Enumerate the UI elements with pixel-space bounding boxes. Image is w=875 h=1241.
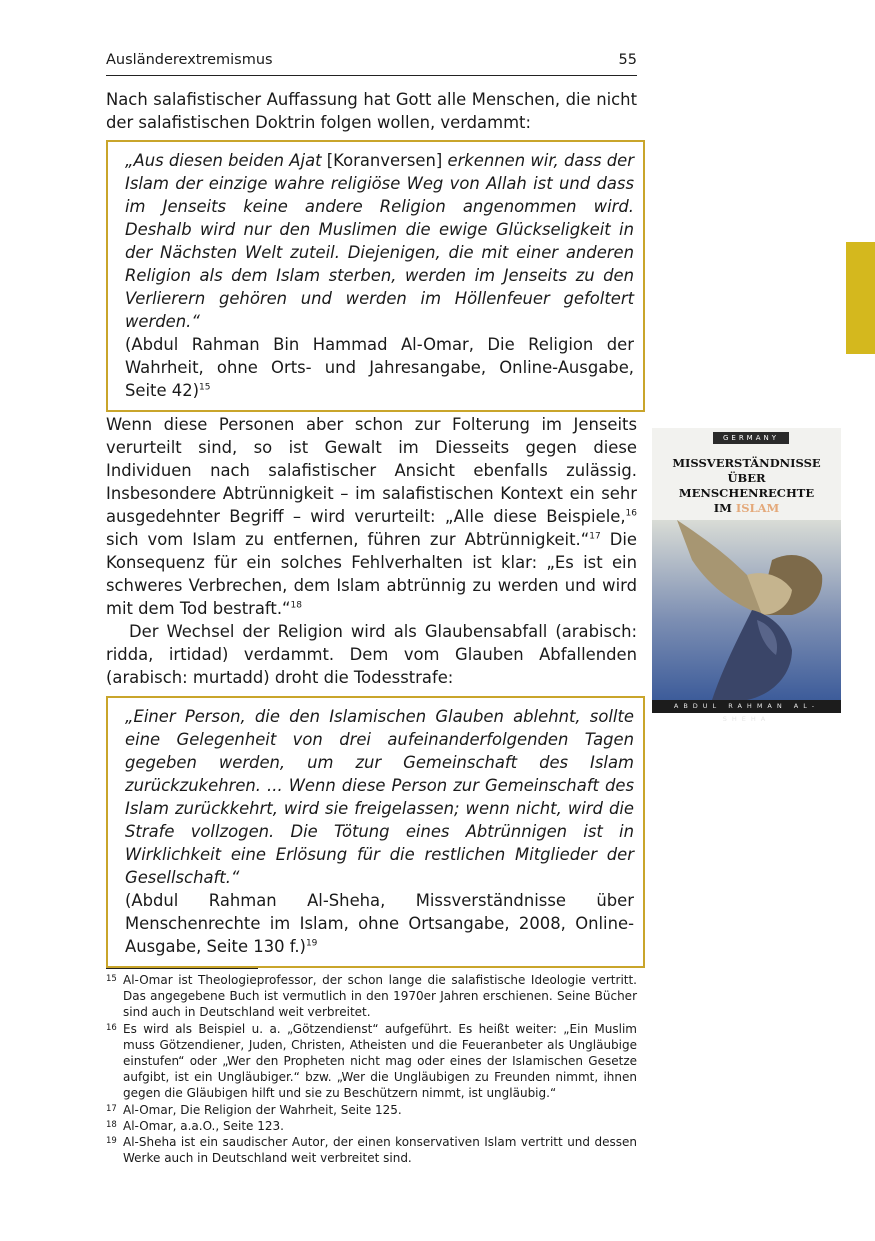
- paragraph-2: [106, 413, 637, 620]
- footnote-number: 17: [106, 1103, 117, 1114]
- footnote: [106, 1134, 637, 1166]
- footnote-text: Al-Omar ist Theologieprofessor, der schon lange die salafistische Ideologie vertritt. Das angegebene Buch ist vermutlich in den 1970er Jahren erschienen. Seine Bücher sind auch in Deutschland weit verbreitet.: [123, 973, 637, 1020]
- footnote-ref-19[interactable]: 19: [305, 938, 318, 949]
- quote-1-insert: [Koranversen]: [326, 151, 443, 170]
- footnote-separator: [106, 968, 258, 969]
- footnote-ref-16[interactable]: 16: [625, 508, 637, 519]
- footnote-number: 18: [106, 1119, 117, 1130]
- footnote-text: Al-Sheha ist ein saudischer Autor, der einen konservativen Islam vertritt und dessen Werke auch in Deutschland weit verbreitet sind.: [123, 1135, 637, 1166]
- book-title-islam: ISLAM: [735, 501, 780, 515]
- footnote-number: 19: [106, 1136, 117, 1147]
- paragraph-3-text: Der Wechsel der Religion wird als Glaubensabfall (arabisch: ridda, irtidad) verdammt. Dem vom Glauben Abfallenden (arabisch: murtadd) droht die Todesstrafe:: [106, 622, 637, 687]
- running-header: [106, 50, 637, 76]
- quote-1-open: „Aus diesen beiden Ajat: [125, 151, 322, 170]
- book-title-im: IM: [713, 501, 736, 515]
- quote-box-2: [106, 696, 645, 968]
- footnote: [106, 972, 637, 1021]
- book-title-line: MENSCHENRECHTE: [678, 486, 815, 500]
- paragraph-2-part-b: sich vom Islam zu entfernen, führen zur Abtrünnigkeit.“: [106, 530, 590, 549]
- footnote: [106, 1102, 637, 1118]
- quote-2-source: (Abdul Rahman Al-Sheha, Missverständnisse über Menschenrechte im Islam, ohne Ortsangabe, 2008, Online-Ausgabe, Seite 130 f.): [125, 891, 634, 956]
- book-title-line: ÜBER: [727, 471, 766, 485]
- footnote-ref-18[interactable]: 18: [290, 600, 302, 611]
- book-cover-author: ABDUL RAHMAN AL-SHEHA: [652, 700, 841, 713]
- book-cover-band: GERMANY: [713, 432, 789, 444]
- quote-1-source: (Abdul Rahman Bin Hammad Al-Omar, Die Religion der Wahrheit, ohne Orts- und Jahresangabe, Online-Ausgabe, Seite 42): [125, 335, 634, 400]
- footnote: [106, 1118, 637, 1134]
- paragraph-2-part-a: Wenn diese Personen aber schon zur Folterung im Jenseits verurteilt sind, so ist Gewalt im Diesseits gegen diese Individuen nach salafistischer Ansicht ebenfalls zulässig. Insbesondere Abtrünnigkeit – im salafistischen Kontext ein sehr ausgedehnter Begriff – wird verurteilt: „Alle diese Beispiele,: [106, 415, 637, 526]
- footnote-ref-15[interactable]: 15: [199, 382, 211, 393]
- footnote-text: Es wird als Beispiel u. a. „Götzendienst“ aufgeführt. Es heißt weiter: „Ein Muslim muss Götzendiener, Juden, Christen, Atheisten und die Feueranbeter als Ungläubige einstufen“ oder „Wer den Propheten nicht mag oder eines der Islamischen Gesetze aufgibt, ist ein Ungläubiger.“ bzw. „Wer die Ungläubigen zu Freunden nimmt, ihnen gegen die Gläubigen hilft und sie zu Beschützern nimmt, ist ungläubig.“: [123, 1021, 637, 1101]
- quote-box-1: [106, 140, 645, 412]
- book-cover-image: [652, 428, 841, 723]
- footnote-number: 15: [106, 974, 117, 984]
- clasped-hands-illustration: [652, 520, 841, 700]
- quote-1-rest: erkennen wir, dass der Islam der einzige wahre religiöse Weg von Allah ist und dass im Jenseits keine andere Religion angenommen wird. Deshalb wird nur den Muslimen die ewige Glückseligkeit in der Nächsten Welt zuteil. Diejenigen, die mit einer anderen Religion als dem Islam sterben, werden im Jenseits zu den Verlierern gehören und werden im Höllenfeuer gefoltert werden.“: [125, 151, 634, 331]
- page-number: 55: [618, 52, 637, 68]
- section-title: Ausländerextremismus: [106, 52, 273, 68]
- footnote-text: Al-Omar, Die Religion der Wahrheit, Seite 125.: [123, 1102, 402, 1117]
- chapter-tab-marker: [846, 242, 875, 354]
- book-title-line: MISSVERSTÄNDNISSE: [672, 456, 821, 470]
- book-cover-title: [652, 456, 841, 516]
- footnotes: [106, 972, 637, 1166]
- footnote-ref-17[interactable]: 17: [589, 531, 601, 542]
- paragraph-2-part-c: Die Konsequenz für ein solches Fehlverhalten ist klar: „Es ist ein schweres Verbrechen, dem Islam abtrünnig zu werden und wird mit dem Tod bestraft.“: [106, 530, 637, 618]
- footnote: [106, 1021, 637, 1102]
- paragraph-3: [106, 620, 637, 689]
- footnote-text: Al-Omar, a.a.O., Seite 123.: [123, 1118, 284, 1133]
- footnote-number: 16: [106, 1022, 117, 1033]
- intro-paragraph: Nach salafistischer Auffassung hat Gott alle Menschen, die nicht der salafistischen Doktrin folgen wollen, verdammt:: [106, 90, 637, 132]
- quote-2-text: „Einer Person, die den Islamischen Glauben ablehnt, sollte eine Gelegenheit von drei aufeinanderfolgenden Tagen gegeben werden, um zur Gemeinschaft des Islam zurückzukehren. ... Wenn diese Person zur Gemeinschaft des Islam zurückkehrt, wird sie freigelassen; wenn nicht, wird die Strafe vollzogen. Die Tötung eines Abtrünnigen ist in Wirklichkeit eine Erlösung für die restlichen Mitglieder der Gesellschaft.“: [125, 707, 634, 887]
